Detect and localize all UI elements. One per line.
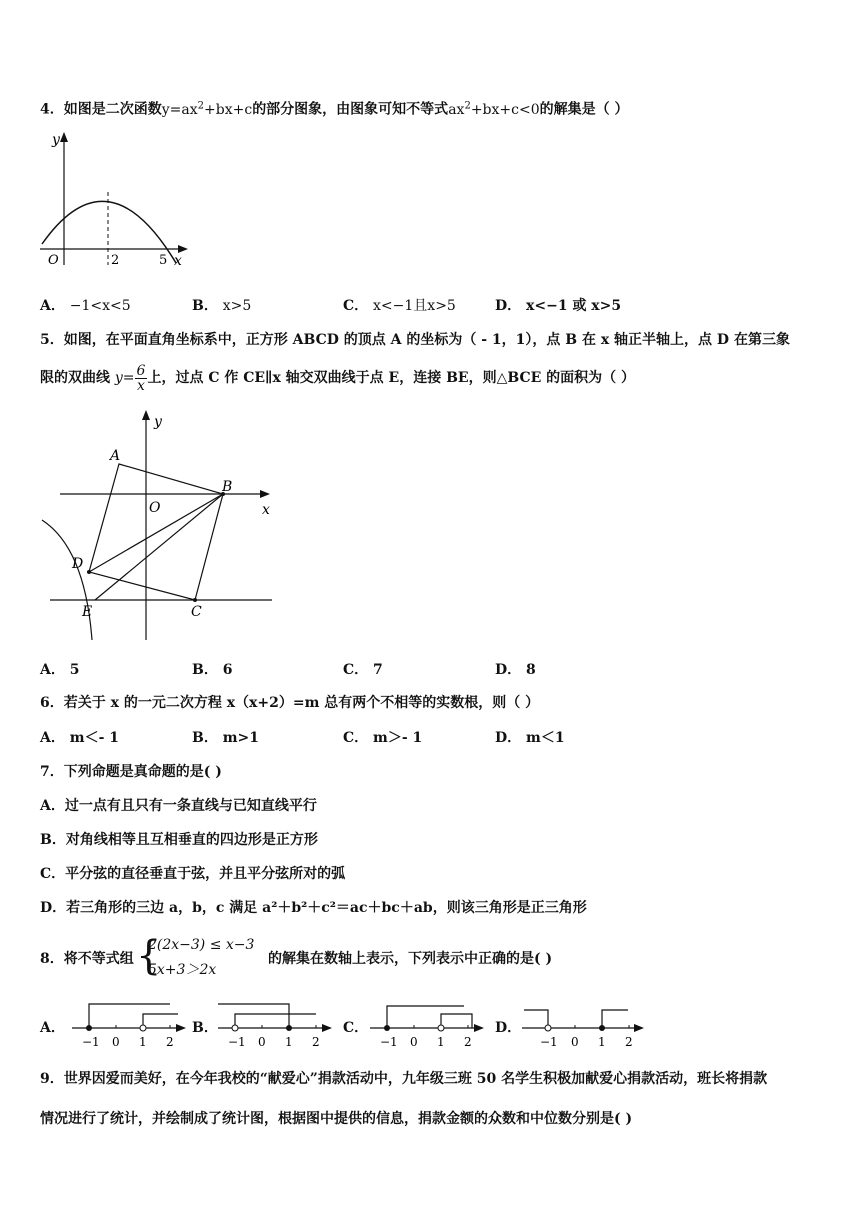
q8-d-label-neg1: −1 xyxy=(540,1035,558,1049)
q5-line2 xyxy=(40,360,635,396)
q4-stem-end: 的解集是（ ） xyxy=(539,101,629,118)
q5-label-y: y xyxy=(154,414,162,430)
q4-expr1 xyxy=(162,102,252,118)
q8-ineq1: 2(2x−3) ≤ x−3 xyxy=(148,937,255,953)
q4-option-b[interactable] xyxy=(192,297,251,315)
q5-label-c: C xyxy=(191,604,202,620)
q5-label-d: D xyxy=(72,556,84,572)
q8-d-range-left xyxy=(524,1010,548,1028)
q6-option-c-label: C． xyxy=(343,730,369,746)
q8-b-label-neg1: −1 xyxy=(228,1035,246,1049)
q6-option-c-text: m＞- 1 xyxy=(373,730,423,746)
q5-func-eq: = xyxy=(122,370,135,386)
q8-a-range xyxy=(89,1004,170,1028)
q5-square-abcd xyxy=(89,464,223,600)
q4-expr2-tail: +bx+c<0 xyxy=(470,101,540,118)
q8-option-b-label[interactable]: B． xyxy=(192,1020,218,1036)
q8-d-label-1: 1 xyxy=(598,1035,606,1049)
q5-line2-prefix: 限的双曲线 xyxy=(40,370,110,386)
q5-option-d-text: 8 xyxy=(526,662,536,678)
q5-func-numerator: 6 xyxy=(136,362,146,379)
q8-a-dot-neg1 xyxy=(86,1025,92,1031)
q8-a-range2 xyxy=(143,1014,178,1028)
q8-a-label-0: 0 xyxy=(112,1035,120,1049)
q4-expr1-sup: 2 xyxy=(197,100,205,111)
q8-numberline-a[interactable] xyxy=(70,1000,190,1050)
q4-stem-prefix: 4．如图是二次函数 xyxy=(40,101,162,118)
q5-label-e: E xyxy=(82,604,93,620)
q8-system-brace: { xyxy=(136,933,162,979)
q4-x-label: x xyxy=(174,253,182,269)
q4-parabola-curve xyxy=(42,201,176,263)
q8-c-range xyxy=(387,1006,464,1028)
q6-option-c[interactable] xyxy=(343,729,422,747)
q5-hyperbola-branch xyxy=(42,520,92,640)
q8-a-label-2: 2 xyxy=(166,1035,174,1049)
q5-func-y: y xyxy=(114,370,123,386)
q8-c-range2 xyxy=(441,1014,472,1028)
q6-option-d[interactable] xyxy=(495,729,565,747)
q8-b-label-2: 2 xyxy=(312,1035,320,1049)
q4-origin-label: O xyxy=(48,253,59,268)
q7-stem: 7．下列命题是真命题的是( ) xyxy=(40,764,222,780)
q5-option-c-label: C． xyxy=(343,662,369,678)
q4-stem xyxy=(40,97,628,119)
q8-b-dot-neg1 xyxy=(232,1025,238,1031)
q6-option-d-label: D． xyxy=(495,730,522,746)
q5-option-c-text: 7 xyxy=(373,662,383,678)
q4-y-arrow xyxy=(60,132,68,142)
q5-point-d xyxy=(87,570,91,574)
q5-option-a-text: 5 xyxy=(69,662,80,678)
q5-option-a[interactable] xyxy=(40,661,80,679)
q8-b-range2 xyxy=(218,1004,289,1028)
q5-line1: 5．如图，在平面直角坐标系中，正方形 ABCD 的顶点 A 的坐标为（ - 1，1），点 B 在 x 轴正半轴上，点 D 在第三象 xyxy=(40,332,790,348)
q4-option-c-text: x<−1且x>5 xyxy=(373,298,456,314)
q5-func-fraction xyxy=(135,364,148,393)
q8-c-label-0: 0 xyxy=(410,1035,418,1049)
q8-option-a-label[interactable]: A． xyxy=(40,1020,65,1036)
q6-option-a-label: A． xyxy=(40,730,65,746)
q5-label-a: A xyxy=(110,448,121,464)
q4-option-c[interactable] xyxy=(343,297,456,315)
q8-d-dot-1 xyxy=(599,1025,605,1031)
q8-stem-suffix: 的解集在数轴上表示，下列表示中正确的是( ) xyxy=(268,951,553,967)
q8-option-c-label[interactable]: C． xyxy=(343,1020,369,1036)
q8-c-label-neg1: −1 xyxy=(380,1035,398,1049)
q7-option-b[interactable]: B．对角线相等且互相垂直的四边形是正方形 xyxy=(40,832,318,848)
q8-numberline-c[interactable] xyxy=(368,1000,488,1050)
q8-a-label-neg1: −1 xyxy=(82,1035,100,1049)
q8-a-arrow xyxy=(176,1024,186,1032)
q8-b-range xyxy=(235,1014,316,1028)
q4-option-a-label: A． xyxy=(40,298,65,314)
q7-option-d[interactable]: D．若三角形的三边 a，b，c 满足 a²＋b²＋c²＝ac＋bc＋ab，则该三角形是正三角形 xyxy=(40,900,587,916)
q8-b-label-1: 1 xyxy=(285,1035,293,1049)
q4-option-c-label: C． xyxy=(343,298,369,314)
q8-ineq2: 5x+3＞2x xyxy=(148,962,217,978)
q8-c-label-1: 1 xyxy=(437,1035,445,1049)
q8-stem-prefix: 8．将不等式组 xyxy=(40,951,134,967)
q7-option-a[interactable]: A．过一点有且只有一条直线与已知直线平行 xyxy=(40,798,317,814)
q6-stem: 6．若关于 x 的一元二次方程 x（x+2）=m 总有两个不相等的实数根，则（ ） xyxy=(40,695,540,711)
q5-option-b[interactable] xyxy=(192,661,232,679)
q4-option-b-text: x>5 xyxy=(222,298,252,314)
q4-option-d-text: x<−1 或 x>5 xyxy=(526,298,622,314)
q8-a-label-1: 1 xyxy=(139,1035,147,1049)
q8-c-label-2: 2 xyxy=(464,1035,472,1049)
q8-option-d-label[interactable]: D． xyxy=(495,1020,522,1036)
q4-parabola-graph xyxy=(38,130,198,270)
q4-x-arrow xyxy=(178,245,188,253)
q4-option-a[interactable] xyxy=(40,297,131,315)
q8-b-dot-1 xyxy=(286,1025,292,1031)
q8-a-dot-1 xyxy=(140,1025,146,1031)
q5-label-o: O xyxy=(149,500,161,516)
q5-option-a-label: A． xyxy=(40,662,65,678)
q4-stem-mid: 的部分图象，由图象可知不等式 xyxy=(252,101,449,118)
q8-d-range-right xyxy=(602,1010,628,1028)
q4-tick-2: 2 xyxy=(111,253,120,268)
q8-d-arrow xyxy=(634,1024,644,1032)
q6-option-b-label: B． xyxy=(192,730,218,746)
q4-expr1-tail: +bx+c xyxy=(204,101,253,118)
q5-x-arrow xyxy=(260,490,270,498)
q8-b-arrow xyxy=(322,1024,332,1032)
q5-line2-suffix: 上，过点 C 作 CE∥x 轴交双曲线于点 E，连接 BE，则△BCE 的面积为（ ） xyxy=(147,370,636,386)
q6-option-b-text: m>1 xyxy=(222,730,260,746)
q9-line1: 9．世界因爱而美好，在今年我校的“献爱心”捐款活动中，九年级三班 50 名学生积极加献爱心捐款活动，班长将捐款 xyxy=(40,1071,768,1087)
q4-tick-5: 5 xyxy=(159,253,168,268)
q5-label-b: B xyxy=(222,479,233,495)
q4-expr2-base: ax xyxy=(448,101,465,118)
q5-option-b-label: B． xyxy=(192,662,218,678)
q5-option-d-label: D． xyxy=(495,662,522,678)
q5-option-d[interactable] xyxy=(495,661,536,679)
q5-label-x: x xyxy=(262,502,270,518)
q5-option-b-text: 6 xyxy=(222,662,233,678)
q5-option-c[interactable] xyxy=(343,661,383,679)
q6-option-a[interactable] xyxy=(40,729,119,747)
q5-func-denominator: x xyxy=(137,377,145,394)
q4-expr2 xyxy=(448,102,539,118)
q5-square-graph xyxy=(40,408,280,643)
q4-option-d-label: D． xyxy=(495,298,522,314)
q4-option-d[interactable] xyxy=(495,297,621,315)
q5-point-c xyxy=(193,598,197,602)
q8-numberline-b[interactable] xyxy=(216,1000,336,1050)
q9-line2: 情况进行了统计，并绘制成了统计图，根据图中提供的信息，捐款金额的众数和中位数分别是( ) xyxy=(40,1111,633,1127)
q8-d-dot-neg1 xyxy=(545,1025,551,1031)
q6-option-b[interactable] xyxy=(192,729,259,747)
q7-option-c[interactable]: C．平分弦的直径垂直于弦，并且平分弦所对的弧 xyxy=(40,866,346,882)
q8-c-dot-1 xyxy=(438,1025,444,1031)
q8-c-dot-neg1 xyxy=(384,1025,390,1031)
q4-option-a-text: −1<x<5 xyxy=(69,298,131,314)
q8-d-label-2: 2 xyxy=(625,1035,633,1049)
q8-b-label-0: 0 xyxy=(258,1035,266,1049)
q6-option-a-text: m＜- 1 xyxy=(69,730,119,746)
q8-d-label-0: 0 xyxy=(571,1035,579,1049)
q5-y-arrow xyxy=(142,410,150,420)
q4-y-label: y xyxy=(52,132,60,148)
q8-numberline-d[interactable] xyxy=(520,1000,650,1050)
q4-option-b-label: B． xyxy=(192,298,218,314)
q8-c-arrow xyxy=(474,1024,484,1032)
q4-expr2-sup: 2 xyxy=(464,100,471,111)
q4-expr1-base: y=ax xyxy=(161,101,198,118)
q6-option-d-text: m＜1 xyxy=(526,730,565,746)
